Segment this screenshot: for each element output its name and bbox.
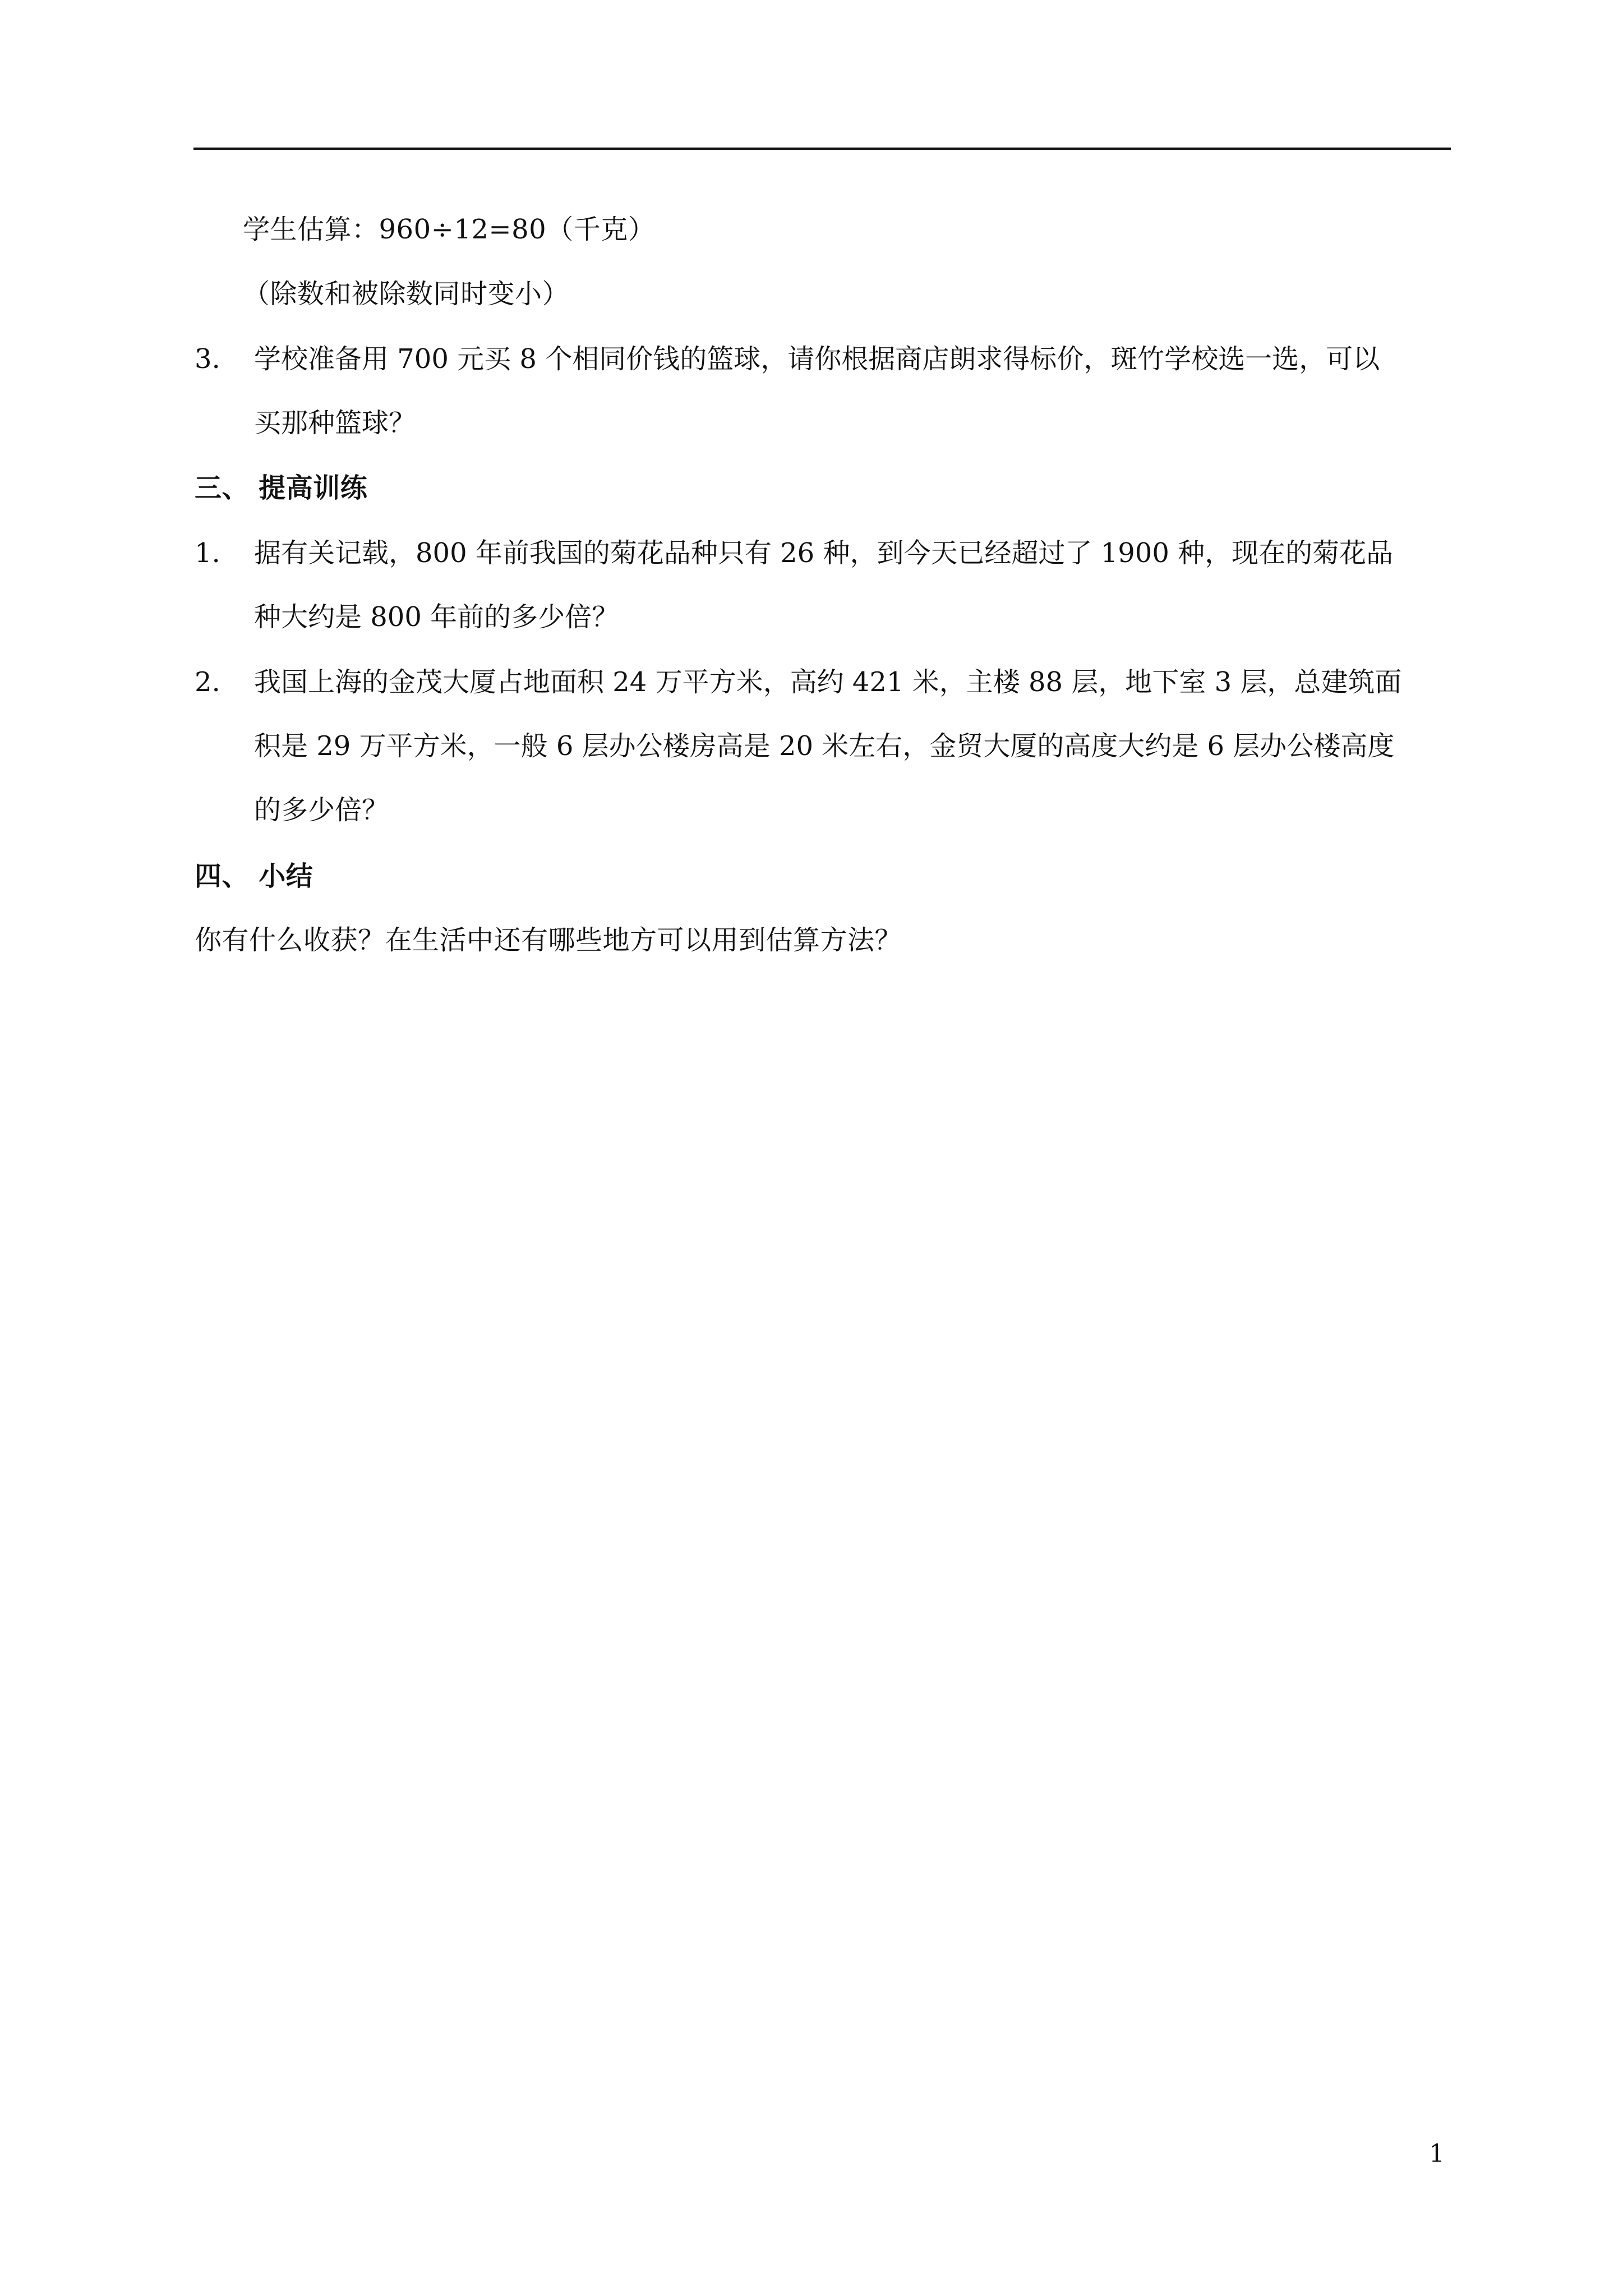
- page-number: 1: [1429, 2139, 1445, 2168]
- practice-2-line-2: 积是 29 万平方米，一般 6 层办公楼房高是 20 米左右，金贸大厦的高度大约是 6 层办公楼高度: [254, 730, 1395, 762]
- note-line: （除数和被除数同时变小）: [243, 278, 570, 310]
- section-heading-4: 四、 小结: [195, 861, 313, 892]
- practice-2-line-3: 的多少倍？: [254, 794, 389, 826]
- practice-1-line-1: 据有关记载，800 年前我国的菊花品种只有 26 种，到今天已经超过了 1900 种，现在的菊花品: [254, 537, 1394, 569]
- section-heading-3: 三、 提高训练: [195, 472, 368, 504]
- practice-2-line-1: 我国上海的金茂大厦占地面积 24 万平方米，高约 421 米，主楼 88 层，地下室 3 层，总建筑面: [254, 666, 1402, 698]
- practice-1-number: 1.: [195, 537, 220, 569]
- summary-question: 你有什么收获？在生活中还有哪些地方可以用到估算方法？: [195, 924, 902, 956]
- header-rule: [193, 148, 1451, 150]
- question-3-line-1: 学校准备用 700 元买 8 个相同价钱的篮球，请你根据商店朗求得标价，斑竹学校选一选，可以: [254, 343, 1380, 375]
- practice-2-number: 2.: [195, 666, 220, 698]
- student-estimate-line: 学生估算：960÷12=80（千克）: [243, 214, 656, 245]
- question-3-number: 3.: [195, 343, 220, 375]
- question-3-line-2: 买那种篮球？: [254, 407, 416, 439]
- practice-1-line-2: 种大约是 800 年前的多少倍？: [254, 601, 619, 633]
